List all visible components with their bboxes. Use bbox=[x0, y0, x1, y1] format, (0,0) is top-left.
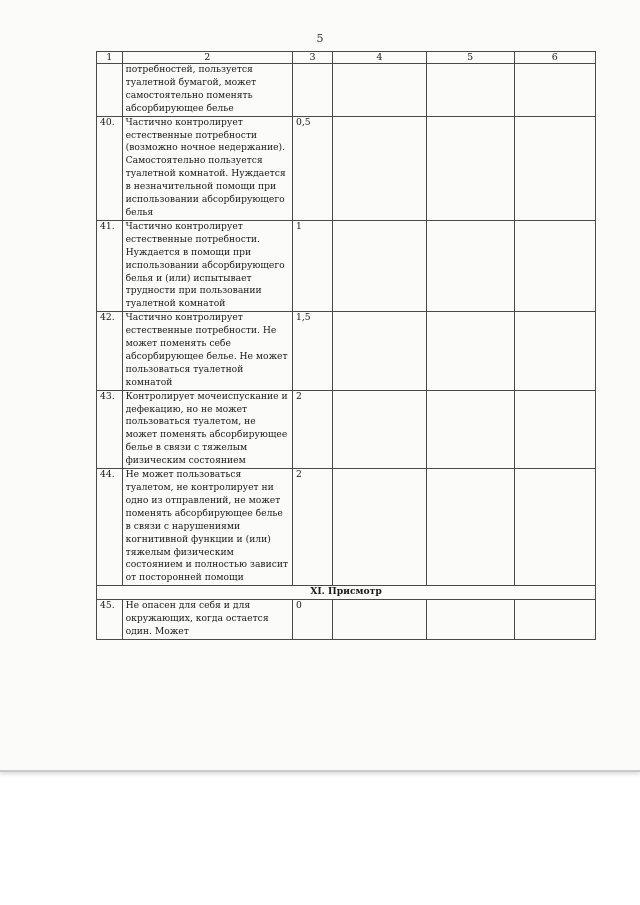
column-header: 6 bbox=[514, 52, 595, 64]
section-title: XI. Присмотр bbox=[97, 586, 596, 600]
table-row bbox=[97, 116, 596, 220]
header-row bbox=[97, 52, 596, 64]
row-number: 40. bbox=[97, 116, 123, 220]
empty-cell bbox=[426, 220, 514, 311]
empty-cell bbox=[333, 469, 427, 586]
empty-cell bbox=[426, 312, 514, 390]
empty-cell bbox=[514, 220, 595, 311]
empty-cell bbox=[333, 312, 427, 390]
table-row bbox=[97, 64, 596, 117]
column-header: 4 bbox=[333, 52, 427, 64]
column-header: 1 bbox=[97, 52, 123, 64]
row-description: Частично контролирует естественные потребности. Не может поменять себе абсорбирующее белье. Не может пользоваться туалетной комнатой bbox=[122, 312, 292, 390]
empty-cell bbox=[426, 600, 514, 640]
row-score: 0,5 bbox=[293, 116, 333, 220]
row-score: 1 bbox=[293, 220, 333, 311]
row-number: 45. bbox=[97, 600, 123, 640]
row-score: 0 bbox=[293, 600, 333, 640]
table-row bbox=[97, 390, 596, 468]
empty-cell bbox=[333, 600, 427, 640]
table-row bbox=[97, 600, 596, 640]
row-description: Частично контролирует естественные потребности. Нуждается в помощи при использовании абсорбирующего белья и (или) испытывает трудности при пользовании туалетной комнатой bbox=[122, 220, 292, 311]
empty-cell bbox=[514, 390, 595, 468]
column-header: 5 bbox=[426, 52, 514, 64]
row-description: Не опасен для себя и для окружающих, когда остается один. Может bbox=[122, 600, 292, 640]
row-number: 43. bbox=[97, 390, 123, 468]
row-score: 2 bbox=[293, 469, 333, 586]
empty-cell bbox=[514, 116, 595, 220]
row-description: Частично контролирует естественные потребности (возможно ночное недержание). Самостоятельно пользуется туалетной комнатой. Нуждается в незначительной помощи при использовании абсорбирующего белья bbox=[122, 116, 292, 220]
empty-cell bbox=[426, 390, 514, 468]
table-row bbox=[97, 220, 596, 311]
assessment-table bbox=[96, 51, 596, 640]
row-score bbox=[293, 64, 333, 117]
empty-cell bbox=[426, 116, 514, 220]
empty-cell bbox=[514, 312, 595, 390]
table-row bbox=[97, 312, 596, 390]
column-header: 3 bbox=[293, 52, 333, 64]
empty-cell bbox=[514, 64, 595, 117]
section-row bbox=[97, 586, 596, 600]
row-number: 41. bbox=[97, 220, 123, 311]
empty-cell bbox=[426, 64, 514, 117]
empty-cell bbox=[426, 469, 514, 586]
empty-cell bbox=[333, 220, 427, 311]
row-score: 1,5 bbox=[293, 312, 333, 390]
empty-cell bbox=[514, 600, 595, 640]
row-number bbox=[97, 64, 123, 117]
empty-cell bbox=[333, 390, 427, 468]
row-score: 2 bbox=[293, 390, 333, 468]
row-description: Не может пользоваться туалетом, не контролирует ни одно из отправлений, не может поменять абсорбирующее белье в связи с нарушениями когнитивной функции и (или) тяжелым физическим состоянием и полностью зависит от посторонней помощи bbox=[122, 469, 292, 586]
empty-cell bbox=[333, 116, 427, 220]
page-number: 5 bbox=[316, 32, 324, 45]
empty-cell bbox=[514, 469, 595, 586]
row-description: потребностей, пользуется туалетной бумагой, может самостоятельно поменять абсорбирующее белье bbox=[122, 64, 292, 117]
row-description: Контролирует мочеиспускание и дефекацию, но не может пользоваться туалетом, не может поменять абсорбирующее белье в связи с тяжелым физическим состоянием bbox=[122, 390, 292, 468]
empty-cell bbox=[333, 64, 427, 117]
column-header: 2 bbox=[122, 52, 292, 64]
row-number: 44. bbox=[97, 469, 123, 586]
table-row bbox=[97, 469, 596, 586]
row-number: 42. bbox=[97, 312, 123, 390]
